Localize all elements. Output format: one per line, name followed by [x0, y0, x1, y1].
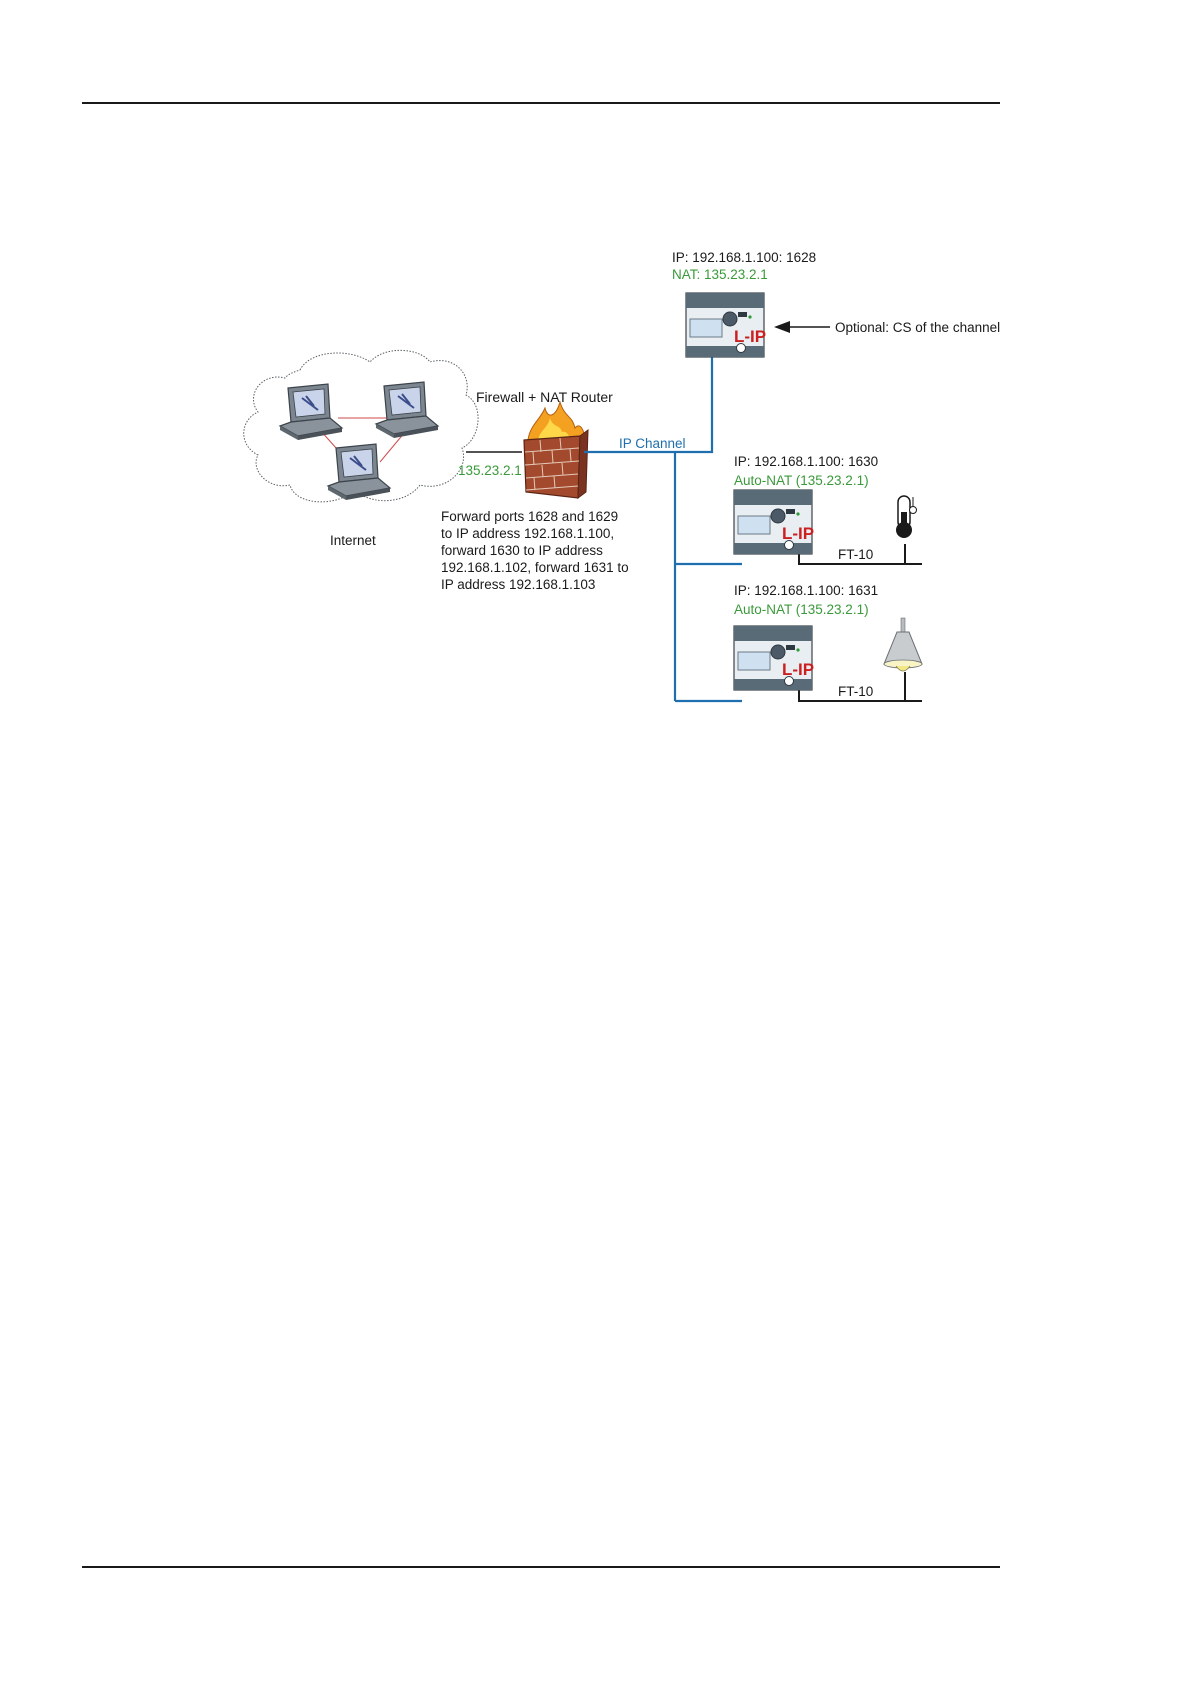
lip-device-1630: [734, 490, 814, 554]
ip-channel-label: IP Channel: [619, 436, 686, 451]
device-1631-nat-label: Auto-NAT (135.23.2.1): [734, 602, 869, 617]
lip-device-top: [686, 293, 766, 357]
top-device-nat-label: NAT: 135.23.2.1: [672, 267, 768, 282]
ft10-label: FT-10: [838, 547, 874, 562]
forwarding-note-line: 192.168.1.102, forward 1631 to: [441, 560, 629, 575]
top-device-ip-label: IP: 192.168.1.100: 1628: [672, 250, 817, 265]
firewall-icon: [524, 402, 588, 498]
public-ip-label: 135.23.2.1: [458, 463, 522, 478]
ft10-label: FT-10: [838, 684, 874, 699]
forwarding-note-line: Forward ports 1628 and 1629: [441, 509, 619, 524]
firewall-title: Firewall + NAT Router: [476, 389, 613, 405]
device-1631-ip-label: IP: 192.168.1.100: 1631: [734, 583, 879, 598]
lamp-icon: [884, 618, 922, 671]
device-label: L-IP: [782, 660, 815, 679]
device-1630-nat-label: Auto-NAT (135.23.2.1): [734, 473, 869, 488]
device-1630-ip-label: IP: 192.168.1.100: 1630: [734, 454, 879, 469]
internet-label: Internet: [330, 533, 376, 548]
forwarding-note-line: IP address 192.168.1.103: [441, 577, 596, 592]
forwarding-note-line: to IP address 192.168.1.100,: [441, 526, 615, 541]
thermometer-icon: [896, 496, 917, 538]
lip-device-1631: [734, 626, 814, 690]
forwarding-note-line: forward 1630 to IP address: [441, 543, 603, 558]
optional-cs-label: Optional: CS of the channel: [835, 320, 1001, 335]
device-label: L-IP: [734, 327, 767, 346]
optional-arrow: [774, 321, 830, 333]
device-label: L-IP: [782, 524, 815, 543]
